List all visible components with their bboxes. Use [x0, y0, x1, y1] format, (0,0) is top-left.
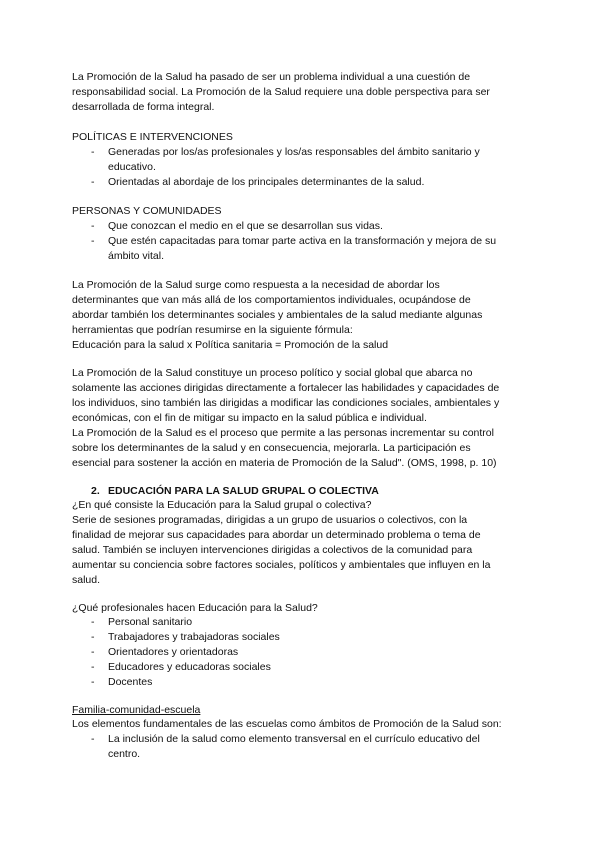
question: ¿Qué profesionales hacen Educación para la Salud? [72, 602, 318, 614]
intro-line: La Promoción de la Salud ha pasado de ser un problema individual a una cuestión de [72, 71, 471, 83]
paragraph-line: los individuos, sino también las dirigidas a modificar las condiciones sociales, ambientales y [72, 397, 500, 409]
list-bullet: - [91, 176, 95, 188]
people-item: ámbito vital. [108, 250, 165, 262]
paragraph-line: La Promoción de la Salud surge como respuesta a la necesidad de abordar los [72, 279, 440, 291]
section-title: EDUCACIÓN PARA LA SALUD GRUPAL O COLECTIVA [108, 485, 379, 497]
paragraph-line: La Promoción de la Salud es el proceso que permite a las personas incrementar su control [72, 427, 494, 439]
paragraph-line: Los elementos fundamentales de las escuelas como ámbitos de Promoción de la Salud son: [72, 718, 502, 730]
question: ¿En qué consiste la Educación para la Salud grupal o colectiva? [72, 499, 372, 511]
answer-line: aumentar su conciencia sobre factores sociales, políticos y ambientales que influyen en la [72, 559, 491, 571]
policies-item: educativo. [108, 161, 156, 173]
list-bullet: - [91, 661, 95, 673]
intro-line: desarrollada de forma integral. [72, 101, 215, 113]
element-item: La inclusión de la salud como elemento transversal en el currículo educativo del [108, 733, 480, 745]
paragraph-line: económicas, con el fin de mitigar su impacto en la salud pública e individual. [72, 412, 427, 424]
list-bullet: - [91, 220, 95, 232]
answer-line: Serie de sesiones programadas, dirigidas a un grupo de usuarios o colectivos, con la [72, 514, 468, 526]
professional-item: Trabajadores y trabajadoras sociales [108, 631, 280, 643]
paragraph-line: La Promoción de la Salud constituye un proceso político y social global que abarca no [72, 367, 473, 379]
people-item: Que estén capacitadas para tomar parte activa en la transformación y mejora de su [108, 235, 497, 247]
list-bullet: - [91, 616, 95, 628]
answer-line: salud. También se incluyen intervenciones dirigidas a colectivos de la comunidad para [72, 544, 473, 556]
answer-line: salud. [72, 574, 101, 586]
intro-line: responsabilidad social. La Promoción de la Salud requiere una doble perspectiva para ser [72, 86, 490, 98]
answer-line: finalidad de mejorar sus capacidades para abordar un determinado problema o tema de [72, 529, 481, 541]
professional-item: Orientadores y orientadoras [108, 646, 239, 658]
people-item: Que conozcan el medio en el que se desarrollan sus vidas. [108, 220, 383, 232]
policies-item: Orientadas al abordaje de los principales determinantes de la salud. [108, 176, 425, 188]
formula-line: Educación para la salud x Política sanitaria = Promoción de la salud [72, 339, 389, 351]
list-bullet: - [91, 733, 95, 745]
section-number: 2. [91, 485, 100, 497]
paragraph-line: herramientas que podrían resumirse en la siguiente fórmula: [72, 324, 353, 336]
paragraph-line: esencial para sostener la acción en materia de Promoción de la Salud". (OMS, 1998, p. 10) [72, 457, 497, 469]
paragraph-line: solamente las acciones dirigidas directamente a fortalecer las habilidades y capacidades de [72, 382, 500, 394]
paragraph-line: sobre los determinantes de la salud y en consecuencia, mejorarla. La participación es [72, 442, 471, 454]
professional-item: Docentes [108, 676, 153, 688]
subheading: Familia-comunidad-escuela [72, 704, 201, 716]
element-item: centro. [108, 748, 141, 760]
professional-item: Educadores y educadoras sociales [108, 661, 271, 673]
people-heading: PERSONAS Y COMUNIDADES [72, 205, 222, 217]
paragraph-line: abordar también los determinantes sociales y ambientales de la salud mediante algunas [72, 309, 483, 321]
professional-item: Personal sanitario [108, 616, 193, 628]
policies-heading: POLÍTICAS E INTERVENCIONES [72, 131, 233, 143]
list-bullet: - [91, 146, 95, 158]
paragraph-line: determinantes que van más allá de los comportamientos individuales, ocupándose de [72, 294, 471, 306]
list-bullet: - [91, 631, 95, 643]
list-bullet: - [91, 235, 95, 247]
list-bullet: - [91, 646, 95, 658]
list-bullet: - [91, 676, 95, 688]
policies-item: Generadas por los/as profesionales y los/as responsables del ámbito sanitario y [108, 146, 480, 158]
